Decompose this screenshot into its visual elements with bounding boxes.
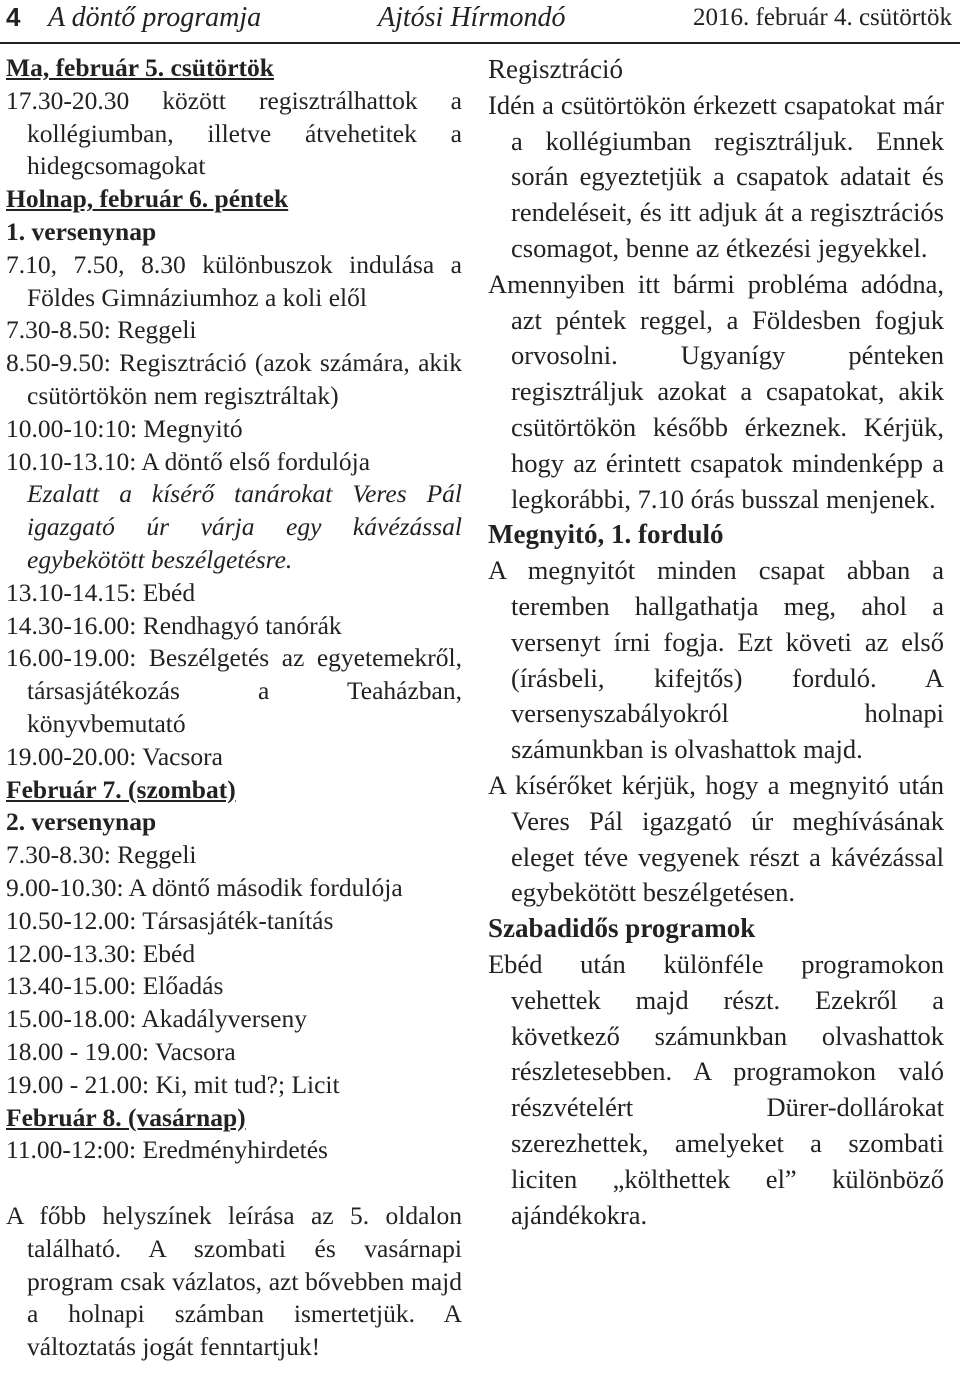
section-title: A döntő programja — [48, 2, 262, 33]
registration-paragraph: Amennyiben itt bármi probléma adódna, azt péntek reggel, a Földesben fogjuk orvosolni. Ugyanígy pénteken regisztráljuk azokat a csapatokat, akik csütörtökön később érkeznek. Kérjük, hogy az érintett csapatok mindenképp a legkorábbi, 7.10 órás busszal menjenek. — [488, 268, 944, 514]
schedule-item: 8.50-9.50: Regisztráció (azok számára, akik csütörtökön nem regisztráltak) — [6, 348, 462, 410]
header-rule — [0, 42, 960, 44]
schedule-item: 11.00-12:00: Eredményhirdetés — [6, 1135, 328, 1165]
opening-paragraph: A kísérőket kérjük, hogy a megnyitó után Veres Pál igazgató úr meghívásának eleget téve vegyenek részt a kávézással egybekötött beszélgetésen. — [488, 769, 944, 908]
opening-heading: Megnyitó, 1. forduló — [488, 519, 724, 550]
spacer — [6, 1167, 462, 1200]
schedule-item: 13.10-14.15: Ebéd — [6, 577, 196, 607]
schedule-item: 10.10-13.10: A döntő első fordulója — [6, 446, 371, 476]
schedule-item: 7.30-8.30: Reggeli — [6, 840, 197, 870]
schedule-item: 19.00-20.00: Vacsora — [6, 741, 223, 771]
schedule-item: 14.30-16.00: Rendhagyó tanórák — [6, 610, 342, 640]
schedule-item: 19.00 - 21.00: Ki, mit tud?; Licit — [6, 1069, 340, 1099]
schedule-item: 10.00-10:10: Megnyitó — [6, 413, 243, 443]
tomorrow-heading: Holnap, február 6. péntek — [6, 184, 289, 214]
info-column — [488, 52, 944, 1233]
round1-heading: 1. versenynap — [6, 216, 157, 246]
issue-date: 2016. február 4. csütörtök — [693, 4, 952, 31]
teachers-note: Ezalatt a kísérő tanárokat Veres Pál igazgató úr várja egy kávézással egybekötött beszélgetésre. — [27, 479, 462, 574]
publication-name: Ajtósi Hírmondó — [378, 2, 566, 33]
registration-heading: Regisztráció — [488, 54, 623, 84]
today-text: 17.30-20.30 között regisztrálhattok a kollégiumban, illetve átvehetitek a hidegcsomagokat — [6, 85, 462, 181]
opening-paragraph: A megnyitót minden csapat abban a teremben hallgathatja meg, ahol a versenyt írni fogja. Ezt követi az első (írásbeli, kifejtős) forduló. A versenyszabályokról holnapi számunkban is olvashattok majd. — [488, 555, 944, 765]
program-column — [6, 52, 462, 1364]
schedule-item: 16.00-19.00: Beszélgetés az egyetemekről, társasjátékozás a Teaházban, könyvbemutató — [6, 643, 462, 738]
today-heading: Ma, február 5. csütörtök — [6, 53, 274, 82]
free-time-heading: Szabadidős programok — [488, 913, 756, 944]
round2-heading: 2. versenynap — [6, 807, 157, 837]
closing-note: A főbb helyszínek leírása az 5. oldalon található. A szombati és vasárnapi program csak vázlatos, azt bővebben majd a holnapi számban ismertetjük. A változtatás jogát fenntartjuk! — [6, 1201, 462, 1362]
saturday-heading: Február 7. (szombat) — [6, 774, 236, 804]
page-header — [0, 0, 960, 42]
schedule-item: 18.00 - 19.00: Vacsora — [6, 1036, 236, 1066]
sunday-heading: Február 8. (vasárnap) — [6, 1102, 246, 1132]
registration-paragraph: Idén a csütörtökön érkezett csapatokat már a kollégiumban regisztráljuk. Ennek során egyeztetjük a csapatok adatait és rendeléseit, és itt adjuk át a regisztrációs csomagot, benne az étkezési jegyekkel. — [488, 89, 944, 263]
schedule-item: 12.00-13.30: Ebéd — [6, 938, 196, 968]
schedule-item: 15.00-18.00: Akadályverseny — [6, 1004, 307, 1034]
schedule-item: 10.50-12.00: Társasjáték-tanítás — [6, 905, 334, 935]
page-number: 4 — [6, 2, 21, 32]
schedule-item: 13.40-15.00: Előadás — [6, 971, 224, 1001]
free-time-paragraph: Ebéd után különféle programokon vehettek majd részt. Ezekről a következő számunkban olvashattok részletesebben. A programokon való részvételért Dürer-dollárokat szerezhettek, amelyeket a szombati liciten „költhettek el” különböző ajándékokra. — [488, 948, 944, 1230]
schedule-item: 7.30-8.50: Reggeli — [6, 315, 197, 345]
schedule-item: 9.00-10.30: A döntő második fordulója — [6, 872, 403, 902]
schedule-item: 7.10, 7.50, 8.30 különbuszok indulása a Földes Gimnáziumhoz a koli elől — [6, 249, 462, 312]
